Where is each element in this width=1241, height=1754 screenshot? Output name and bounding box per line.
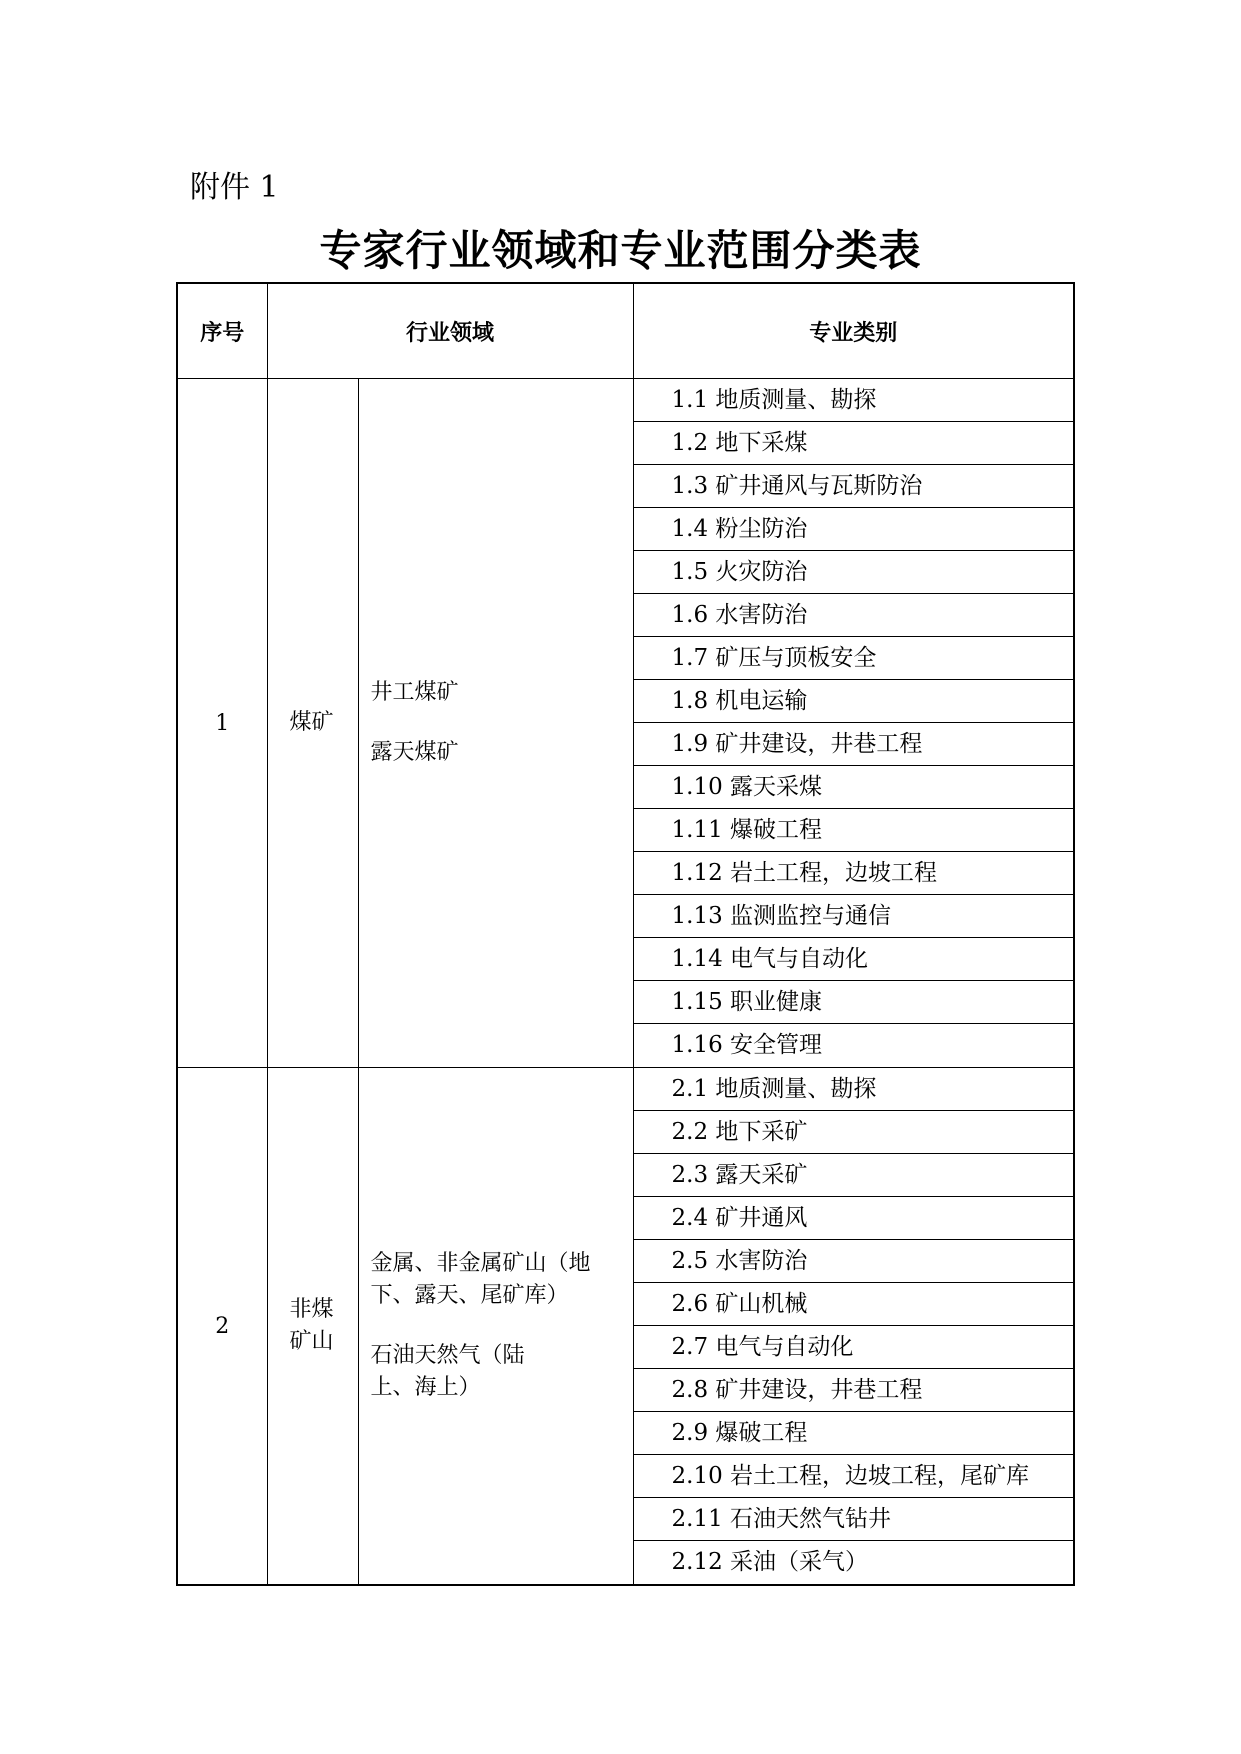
category-item: 2.5 水害防治 [634,1240,1074,1283]
header-category: 专业类别 [633,283,1074,379]
group-no: 2 [177,1068,267,1586]
table-header-row [177,283,1074,379]
group-industry [267,379,358,1068]
category-item: 2.6 矿山机械 [634,1283,1074,1326]
category-item: 1.3 矿井通风与瓦斯防治 [634,465,1074,508]
table-row-group-1 [177,379,1074,1068]
classification-table [176,282,1075,1586]
group-categories [633,1068,1074,1586]
category-item: 2.9 爆破工程 [634,1412,1074,1455]
group-sub-fields [358,379,633,1068]
document-title: 专家行业领域和专业范围分类表 [319,226,922,275]
annex-label: 附件 1 [190,170,279,205]
category-item: 1.4 粉尘防治 [634,508,1074,551]
category-item: 1.9 矿井建设，井巷工程 [634,723,1074,766]
category-item: 1.10 露天采煤 [634,766,1074,809]
sub-field: 井工煤矿 [370,680,459,705]
sub-field: 金属、非金属矿山（地下、露天、尾矿库） [370,1251,591,1308]
category-item: 2.7 电气与自动化 [634,1326,1074,1369]
group-categories [633,379,1074,1068]
category-item: 2.10 岩土工程，边坡工程，尾矿库 [634,1455,1074,1498]
category-item: 2.8 矿井建设，井巷工程 [634,1369,1074,1412]
category-item: 1.7 矿压与顶板安全 [634,637,1074,680]
header-industry: 行业领域 [267,283,633,379]
industry-label: 煤矿 [289,710,334,735]
category-item: 2.3 露天采矿 [634,1154,1074,1197]
sub-field: 石油天然气（陆上、海上） [370,1343,525,1400]
category-item: 2.12 采油（采气） [671,1549,869,1575]
category-item: 2.2 地下采矿 [634,1111,1074,1154]
category-item: 2.1 地质测量、勘探 [634,1068,1074,1111]
group-industry [267,1068,358,1586]
category-item: 1.11 爆破工程 [634,809,1074,852]
header-no: 序号 [177,283,267,379]
category-item: 1.2 地下采煤 [634,422,1074,465]
category-item: 1.15 职业健康 [634,981,1074,1024]
category-item: 1.14 电气与自动化 [634,938,1074,981]
category-item: 2.11 石油天然气钻井 [634,1498,1074,1541]
category-item: 1.6 水害防治 [634,594,1074,637]
category-item: 1.5 火灾防治 [634,551,1074,594]
category-item: 1.8 机电运输 [634,680,1074,723]
industry-label: 非煤矿山 [289,1297,334,1354]
group-sub-fields [358,1068,633,1586]
category-item: 2.4 矿井通风 [634,1197,1074,1240]
category-item: 1.16 安全管理 [671,1032,823,1058]
table-row-group-2 [177,1068,1074,1586]
sub-field: 露天煤矿 [370,740,459,765]
category-item: 1.12 岩土工程，边坡工程 [634,852,1074,895]
category-item: 1.13 监测监控与通信 [634,895,1074,938]
category-item: 1.1 地质测量、勘探 [634,379,1074,422]
group-no: 1 [177,379,267,1068]
